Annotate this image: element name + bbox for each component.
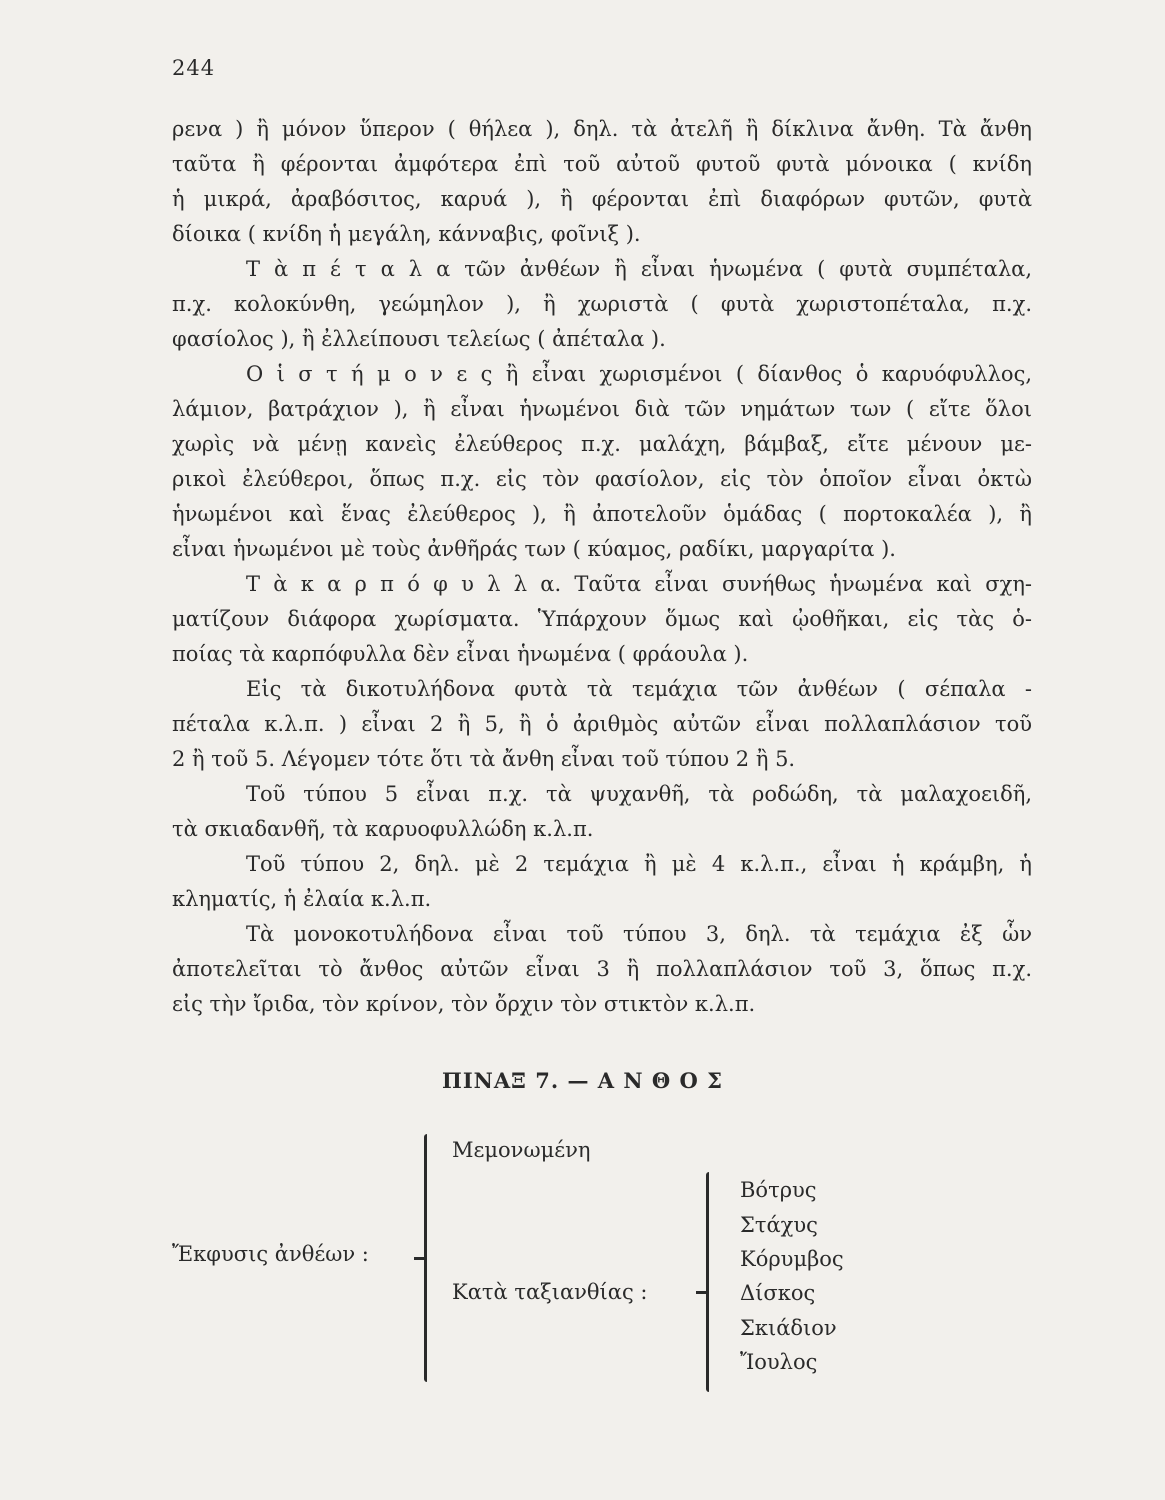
text-line: ποίας τὰ καρπόφυλλα δὲν εἶναι ἡνωμένα ( φράουλα ).: [172, 642, 749, 666]
text-line: εἶναι ἡνωμένοι μὲ τοὺς ἀνθῆράς των ( κύαμος, ραδίκι, μαργαρίτα ).: [172, 537, 896, 561]
text-line: ρικοὶ ἐλεύθεροι, ὅπως π.χ. εἰς τὸν φασίολον, εἰς τὸν ὁποῖον εἶναι ὀκτὼ: [172, 467, 1032, 491]
text-line: φασίολος ), ἢ ἐλλείπουσι τελείως ( ἀπέταλα ).: [172, 327, 666, 351]
table-branch-single: Μεμονωμένη: [452, 1138, 591, 1162]
text-line: ταῦτα ἢ φέρονται ἀμφότερα ἐπὶ τοῦ αὐτοῦ φυτοῦ φυτὰ μόνοικα ( κνίδη: [172, 152, 1032, 176]
text-line: Τοῦ τύπου 5 εἶναι π.χ. τὰ ψυχανθῆ, τὰ ροδώδη, τὰ μαλαχοειδῆ,: [246, 782, 1032, 806]
body-text: [172, 112, 1032, 1022]
inflorescence-item: Δίσκος: [740, 1281, 816, 1305]
text-line: χωρὶς νὰ μένῃ κανεὶς ἐλεύθερος π.χ. μαλάχη, βάμβαξ, εἴτε μένουν με-: [172, 432, 1032, 456]
text-line: Τ ὰ κ α ρ π ό φ υ λ λ α. Ταῦτα εἶναι συνήθως ἡνωμένα καὶ σχη-: [246, 572, 1032, 596]
text-line: Τὰ μονοκοτυλήδονα εἶναι τοῦ τύπου 3, δηλ. τὰ τεμάχια ἐξ ὧν: [246, 922, 1032, 946]
text-line: Ο ἱ σ τ ή μ ο ν ε ς ἢ εἶναι χωρισμένοι ( δίανθος ὁ καρυόφυλλος,: [246, 362, 1032, 386]
inflorescence-item: Βότρυς: [740, 1178, 817, 1202]
page-number: 244: [172, 56, 216, 80]
table-branch-group: Κατὰ ταξιανθίας :: [452, 1280, 648, 1304]
text-line: ἡνωμένοι καὶ ἕνας ἐλεύθερος ), ἢ ἀποτελοῦν ὁμάδας ( πορτοκαλέα ), ἢ: [172, 502, 1032, 526]
text-line: ματίζουν διάφορα χωρίσματα. Ὑπάρχουν ὅμως καὶ ᾠοθῆκαι, εἰς τὰς ὁ-: [172, 607, 1032, 631]
text-line: δίοικα ( κνίδη ἡ μεγάλη, κάνναβις, φοῖνιξ ).: [172, 222, 641, 246]
text-line: εἰς τὴν ἴριδα, τὸν κρίνον, τὸν ὄρχιν τὸν στικτὸν κ.λ.π.: [172, 992, 756, 1016]
inflorescence-item: Στάχυς: [740, 1213, 818, 1237]
text-line: Τοῦ τύπου 2, δηλ. μὲ 2 τεμάχια ἢ μὲ 4 κ.λ.π., εἶναι ἡ κράμβη, ἡ: [246, 852, 1032, 876]
text-line: Τ ὰ π έ τ α λ α τῶν ἀνθέων ἢ εἶναι ἡνωμένα ( φυτὰ συμπέταλα,: [246, 257, 1032, 281]
inflorescence-item: Κόρυμβος: [740, 1247, 844, 1271]
text-line: λάμιον, βατράχιον ), ἢ εἶναι ἡνωμένοι διὰ τῶν νημάτων των ( εἴτε ὅλοι: [172, 397, 1032, 421]
text-line: ἡ μικρά, ἀραβόσιτος, καρυά ), ἢ φέρονται ἐπὶ διαφόρων φυτῶν, φυτὰ: [172, 187, 1032, 211]
text-line: Εἰς τὰ δικοτυλήδονα φυτὰ τὰ τεμάχια τῶν ἀνθέων ( σέπαλα -: [246, 677, 1032, 701]
text-line: 2 ἢ τοῦ 5. Λέγομεν τότε ὅτι τὰ ἄνθη εἶναι τοῦ τύπου 2 ἢ 5.: [172, 747, 796, 771]
text-line: ἀποτελεῖται τὸ ἄνθος αὐτῶν εἶναι 3 ἢ πολλαπλάσιον τοῦ 3, ὅπως π.χ.: [172, 957, 1032, 981]
big-brace: [424, 1134, 427, 1382]
small-brace-tip: [696, 1291, 706, 1294]
text-line: π.χ. κολοκύνθη, γεώμηλον ), ἢ χωριστὰ ( φυτὰ χωριστοπέταλα, π.χ.: [172, 292, 1032, 316]
text-line: τὰ σκιαδανθῆ, τὰ καρυοφυλλώδη κ.λ.π.: [172, 817, 594, 841]
small-brace: [706, 1172, 709, 1392]
inflorescence-item: Σκιάδιον: [740, 1316, 837, 1340]
text-line: κληματίς, ἡ ἐλαία κ.λ.π.: [172, 887, 432, 911]
big-brace-tip: [414, 1257, 424, 1260]
text-line: ρενα ) ἢ μόνον ὕπερον ( θήλεα ), δηλ. τὰ ἀτελῆ ἢ δίκλινα ἄνθη. Τὰ ἄνθη: [172, 117, 1032, 141]
table-root-label: Ἔκφυσις ἀνθέων :: [172, 1242, 369, 1266]
text-line: πέταλα κ.λ.π. ) εἶναι 2 ἢ 5, ἢ ὁ ἀριθμὸς αὐτῶν εἶναι πολλαπλάσιον τοῦ: [172, 712, 1032, 736]
table-title: ΠΙΝΑΞ 7. — Α Ν Θ Ο Σ: [442, 1068, 723, 1093]
inflorescence-item: Ἴουλος: [740, 1350, 818, 1374]
